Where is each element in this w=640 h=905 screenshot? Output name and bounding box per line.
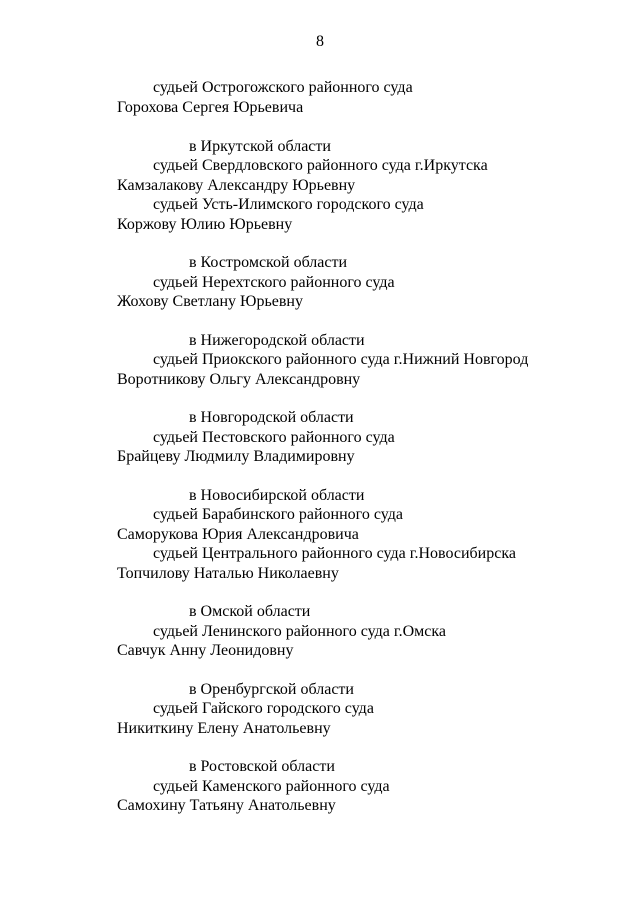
line-court: судьей Свердловского районного суда г.Иркутска — [153, 157, 488, 174]
line-person: Саморукова Юрия Александровича — [117, 526, 359, 543]
line-court: судьей Усть-Илимского городского суда — [153, 196, 424, 213]
line-court: судьей Гайского городского суда — [153, 700, 374, 717]
line-court: судьей Каменского районного суда — [153, 778, 390, 795]
line-person: Горохова Сергея Юрьевича — [117, 99, 304, 116]
line-person: Камзалакову Александру Юрьевну — [117, 177, 356, 194]
line-region: в Костромской области — [189, 254, 348, 271]
line-person: Жохову Светлану Юрьевну — [117, 293, 303, 310]
line-court: судьей Ленинского районного суда г.Омска — [153, 623, 446, 640]
page-number: 8 — [316, 33, 324, 50]
line-person: Воротникову Ольгу Александровну — [117, 371, 361, 388]
line-region: в Ростовской области — [189, 758, 335, 775]
line-person: Топчилову Наталью Николаевну — [117, 565, 339, 582]
line-region: в Новгородской области — [189, 409, 354, 426]
line-person: Самохину Татьяну Анатольевну — [117, 797, 336, 814]
line-region: в Оренбургской области — [189, 681, 354, 698]
line-court: судьей Пестовского районного суда — [153, 429, 395, 446]
line-person: Никиткину Елену Анатольевну — [117, 720, 331, 737]
line-court: судьей Острогожского районного суда — [153, 79, 413, 96]
line-court: судьей Центрального районного суда г.Новосибирска — [153, 545, 516, 562]
line-region: в Нижегородской области — [189, 332, 365, 349]
line-person: Коржову Юлию Юрьевну — [117, 216, 293, 233]
line-court: судьей Приокского районного суда г.Нижний Новгород — [153, 351, 529, 368]
line-court: судьей Нерехтского районного суда — [153, 274, 395, 291]
line-region: в Новосибирской области — [189, 487, 365, 504]
line-region: в Омской области — [189, 603, 311, 620]
line-person: Брайцеву Людмилу Владимировну — [117, 448, 355, 465]
line-person: Савчук Анну Леонидовну — [117, 642, 294, 659]
line-court: судьей Барабинского районного суда — [153, 506, 403, 523]
line-region: в Иркутской области — [189, 138, 331, 155]
